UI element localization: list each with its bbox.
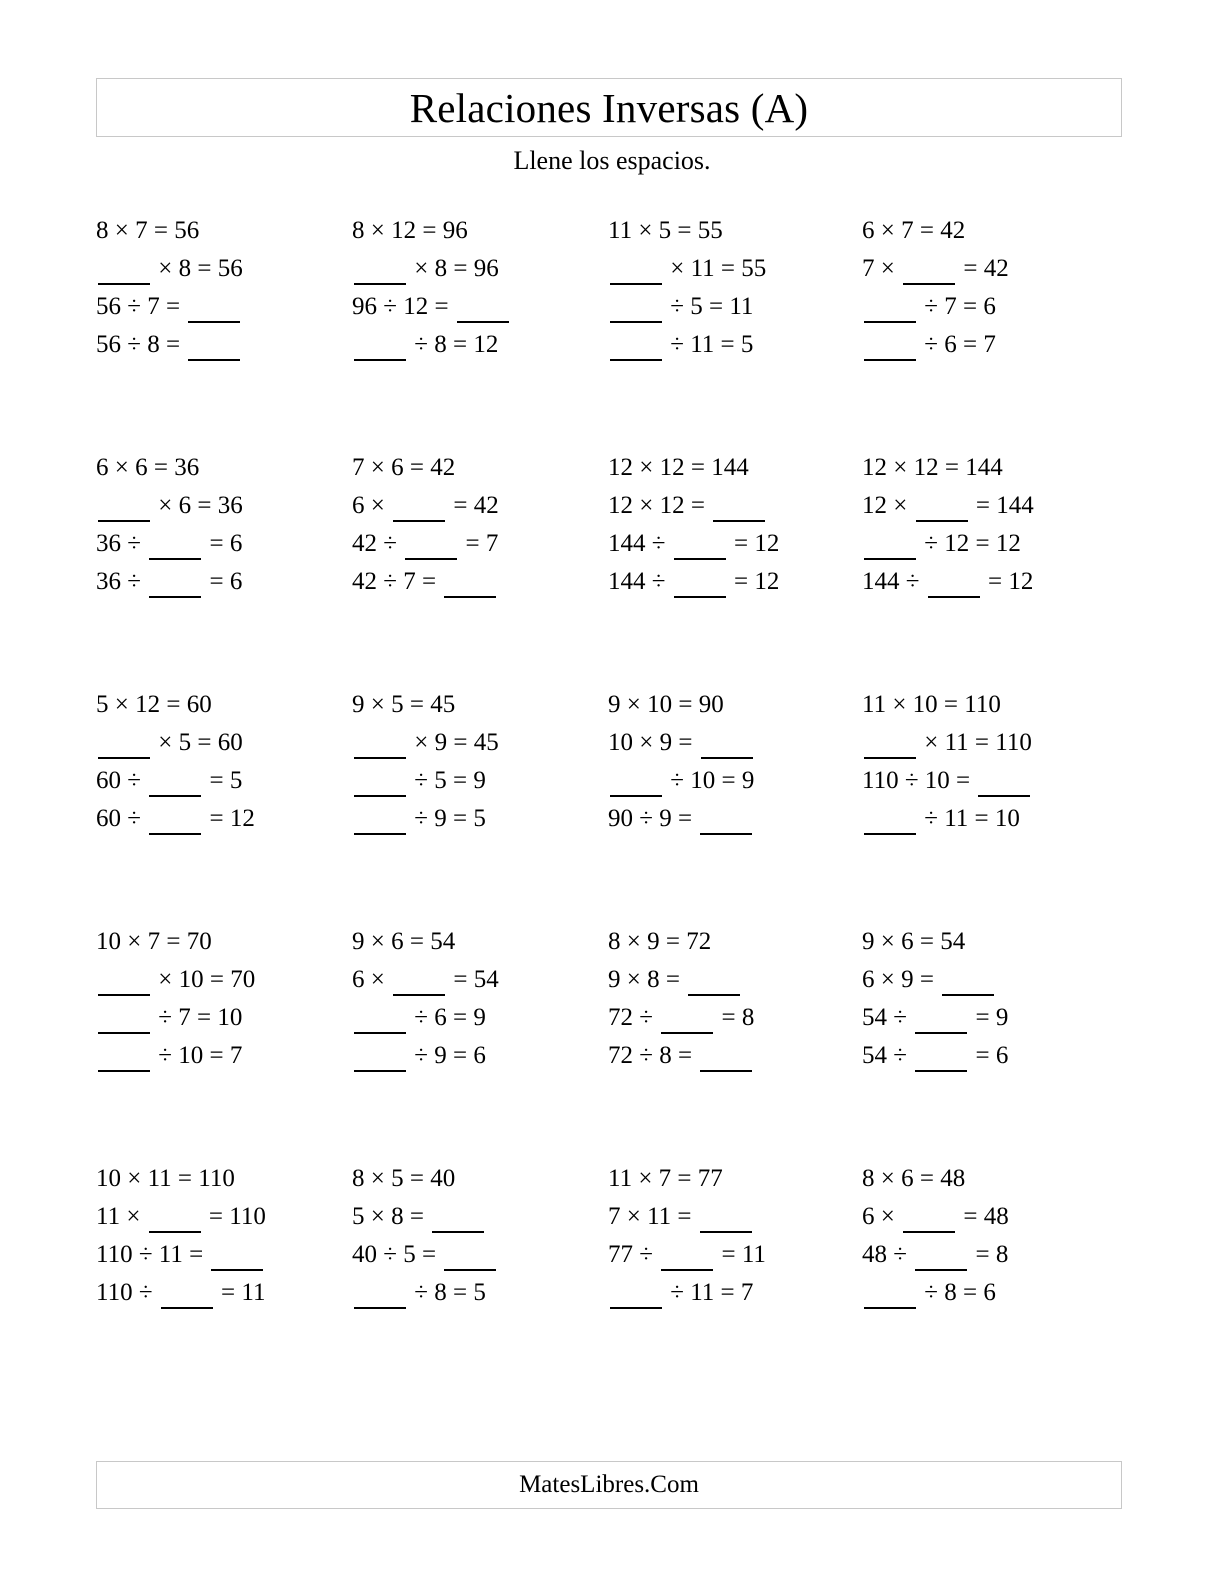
- problem-12: [862, 686, 1112, 838]
- equation-text: 72 ÷: [608, 1004, 660, 1031]
- equation-text: 9 × 8 =: [608, 966, 687, 993]
- problem-line: [96, 449, 346, 487]
- problem-row: [96, 1160, 1122, 1397]
- answer-blank[interactable]: [149, 557, 201, 560]
- equation-text: ÷ 9 = 6: [408, 1042, 486, 1069]
- equation-text: × 5 = 60: [152, 729, 243, 756]
- footer-attribution: MatesLibres.Com: [519, 1471, 699, 1498]
- problem-20: [862, 1160, 1112, 1312]
- answer-blank[interactable]: [149, 832, 201, 835]
- answer-blank[interactable]: [700, 832, 752, 835]
- equation-text: 10 × 7 = 70: [96, 928, 212, 955]
- answer-blank[interactable]: [354, 1031, 406, 1034]
- equation-text: = 9: [969, 1004, 1009, 1031]
- answer-blank[interactable]: [915, 1069, 967, 1072]
- problem-line: [608, 762, 858, 800]
- problem-grid: [96, 212, 1122, 1397]
- equation-text: ÷ 7 = 10: [152, 1004, 243, 1031]
- problem-15: [608, 923, 858, 1075]
- equation-text: 12 × 12 = 144: [608, 454, 749, 481]
- equation-text: ÷ 7 = 6: [918, 293, 996, 320]
- problem-line: [352, 525, 602, 563]
- equation-text: 7 ×: [862, 255, 902, 282]
- problem-6: [352, 449, 602, 601]
- problem-line: [96, 326, 346, 364]
- problem-line: [862, 762, 1112, 800]
- problem-line: [352, 326, 602, 364]
- problem-11: [608, 686, 858, 838]
- equation-text: 110 ÷: [96, 1279, 159, 1306]
- footer-box: [96, 1461, 1122, 1509]
- equation-text: = 12: [727, 568, 780, 595]
- answer-blank[interactable]: [674, 595, 726, 598]
- equation-text: 90 ÷ 9 =: [608, 805, 699, 832]
- equation-text: × 10 = 70: [152, 966, 256, 993]
- problem-line: [608, 326, 858, 364]
- answer-blank[interactable]: [457, 320, 509, 323]
- problem-line: [96, 961, 346, 999]
- problem-line: [96, 288, 346, 326]
- answer-blank[interactable]: [444, 1268, 496, 1271]
- equation-text: 54 ÷: [862, 1042, 914, 1069]
- problem-line: [862, 1160, 1112, 1198]
- answer-blank[interactable]: [149, 794, 201, 797]
- answer-blank[interactable]: [354, 756, 406, 759]
- problem-line: [862, 449, 1112, 487]
- equation-text: ÷ 11 = 5: [664, 331, 754, 358]
- problem-line: [96, 800, 346, 838]
- answer-blank[interactable]: [610, 794, 662, 797]
- answer-blank[interactable]: [354, 1306, 406, 1309]
- answer-blank[interactable]: [700, 1230, 752, 1233]
- problem-line: [96, 1236, 346, 1274]
- answer-blank[interactable]: [98, 1031, 150, 1034]
- equation-text: ÷ 8 = 5: [408, 1279, 486, 1306]
- problem-line: [608, 1160, 858, 1198]
- answer-blank[interactable]: [610, 320, 662, 323]
- equation-text: ÷ 10 = 9: [664, 767, 755, 794]
- problem-line: [608, 288, 858, 326]
- answer-blank[interactable]: [864, 358, 916, 361]
- problem-line: [608, 923, 858, 961]
- answer-blank[interactable]: [700, 1069, 752, 1072]
- equation-text: 11 × 5 = 55: [608, 217, 723, 244]
- problem-line: [608, 250, 858, 288]
- problem-line: [352, 686, 602, 724]
- problem-line: [608, 686, 858, 724]
- equation-text: 10 × 11 = 110: [96, 1165, 235, 1192]
- answer-blank[interactable]: [98, 282, 150, 285]
- problem-7: [608, 449, 858, 601]
- problem-line: [352, 1198, 602, 1236]
- equation-text: = 7: [459, 530, 499, 557]
- problem-line: [96, 487, 346, 525]
- answer-blank[interactable]: [942, 993, 994, 996]
- answer-blank[interactable]: [661, 1268, 713, 1271]
- problem-line: [96, 1198, 346, 1236]
- answer-blank[interactable]: [610, 1306, 662, 1309]
- problem-line: [96, 212, 346, 250]
- answer-blank[interactable]: [864, 756, 916, 759]
- problem-line: [862, 800, 1112, 838]
- answer-blank[interactable]: [393, 519, 445, 522]
- problem-row: [96, 212, 1122, 449]
- equation-text: 8 × 7 = 56: [96, 217, 200, 244]
- equation-text: 110 ÷ 11 =: [96, 1241, 210, 1268]
- equation-text: × 6 = 36: [152, 492, 243, 519]
- equation-text: × 9 = 45: [408, 729, 499, 756]
- equation-text: 9 × 6 = 54: [352, 928, 456, 955]
- equation-text: 9 × 5 = 45: [352, 691, 456, 718]
- equation-text: 6 × 6 = 36: [96, 454, 200, 481]
- equation-text: 7 × 6 = 42: [352, 454, 456, 481]
- problem-line: [862, 961, 1112, 999]
- answer-blank[interactable]: [432, 1230, 484, 1233]
- problem-line: [608, 449, 858, 487]
- equation-text: 9 × 6 = 54: [862, 928, 966, 955]
- equation-text: 8 × 9 = 72: [608, 928, 712, 955]
- answer-blank[interactable]: [864, 557, 916, 560]
- problem-line: [96, 1037, 346, 1075]
- equation-text: 5 × 12 = 60: [96, 691, 212, 718]
- answer-blank[interactable]: [354, 832, 406, 835]
- equation-text: ÷ 11 = 10: [918, 805, 1020, 832]
- answer-blank[interactable]: [354, 1069, 406, 1072]
- problem-line: [862, 1037, 1112, 1075]
- problem-line: [96, 1274, 346, 1312]
- problem-line: [96, 923, 346, 961]
- problem-line: [608, 212, 858, 250]
- problem-4: [862, 212, 1112, 364]
- problem-line: [352, 250, 602, 288]
- equation-text: 6 × 7 = 42: [862, 217, 966, 244]
- answer-blank[interactable]: [928, 595, 980, 598]
- problem-line: [862, 326, 1112, 364]
- equation-text: = 12: [981, 568, 1034, 595]
- problem-line: [352, 1037, 602, 1075]
- equation-text: 42 ÷ 7 =: [352, 568, 443, 595]
- problem-line: [608, 800, 858, 838]
- equation-text: 11 × 10 = 110: [862, 691, 1001, 718]
- equation-text: = 5: [203, 767, 243, 794]
- answer-blank[interactable]: [713, 519, 765, 522]
- equation-text: = 8: [715, 1004, 755, 1031]
- equation-text: × 8 = 96: [408, 255, 499, 282]
- equation-text: ÷ 10 = 7: [152, 1042, 243, 1069]
- problem-line: [352, 449, 602, 487]
- answer-blank[interactable]: [161, 1306, 213, 1309]
- equation-text: × 11 = 55: [664, 255, 767, 282]
- problem-1: [96, 212, 346, 364]
- answer-blank[interactable]: [864, 832, 916, 835]
- page-subtitle: Llene los espacios.: [513, 146, 711, 175]
- problem-10: [352, 686, 602, 838]
- answer-blank[interactable]: [211, 1268, 263, 1271]
- answer-blank[interactable]: [98, 1069, 150, 1072]
- problem-line: [862, 724, 1112, 762]
- problem-line: [96, 686, 346, 724]
- equation-text: 36 ÷: [96, 568, 148, 595]
- answer-blank[interactable]: [915, 1268, 967, 1271]
- equation-text: 42 ÷: [352, 530, 404, 557]
- answer-blank[interactable]: [354, 358, 406, 361]
- equation-text: 36 ÷: [96, 530, 148, 557]
- equation-text: 72 ÷ 8 =: [608, 1042, 699, 1069]
- problem-line: [352, 563, 602, 601]
- problem-14: [352, 923, 602, 1075]
- problem-line: [608, 487, 858, 525]
- answer-blank[interactable]: [864, 320, 916, 323]
- problem-line: [608, 563, 858, 601]
- equation-text: 12 × 12 =: [608, 492, 712, 519]
- equation-text: 144 ÷: [608, 530, 672, 557]
- equation-text: = 54: [447, 966, 499, 993]
- problem-line: [862, 1274, 1112, 1312]
- problem-line: [608, 999, 858, 1037]
- equation-text: 56 ÷ 8 =: [96, 331, 187, 358]
- answer-blank[interactable]: [916, 519, 968, 522]
- equation-text: = 144: [969, 492, 1034, 519]
- problem-line: [862, 212, 1112, 250]
- equation-text: = 8: [969, 1241, 1009, 1268]
- problem-line: [96, 999, 346, 1037]
- problem-line: [352, 999, 602, 1037]
- answer-blank[interactable]: [354, 794, 406, 797]
- problem-line: [862, 999, 1112, 1037]
- answer-blank[interactable]: [701, 756, 753, 759]
- equation-text: 40 ÷ 5 =: [352, 1241, 443, 1268]
- problem-line: [608, 1236, 858, 1274]
- equation-text: ÷ 11 = 7: [664, 1279, 754, 1306]
- answer-blank[interactable]: [688, 993, 740, 996]
- problem-line: [862, 1198, 1112, 1236]
- equation-text: 11 × 7 = 77: [608, 1165, 723, 1192]
- equation-text: ÷ 6 = 7: [918, 331, 996, 358]
- equation-text: ÷ 5 = 9: [408, 767, 486, 794]
- equation-text: 12 ×: [862, 492, 914, 519]
- equation-text: = 48: [957, 1203, 1009, 1230]
- equation-text: 9 × 10 = 90: [608, 691, 724, 718]
- problem-line: [352, 762, 602, 800]
- problem-line: [608, 724, 858, 762]
- equation-text: 144 ÷: [608, 568, 672, 595]
- problem-9: [96, 686, 346, 838]
- answer-blank[interactable]: [978, 794, 1030, 797]
- problem-line: [352, 961, 602, 999]
- equation-text: ÷ 8 = 12: [408, 331, 499, 358]
- equation-text: 8 × 6 = 48: [862, 1165, 966, 1192]
- answer-blank[interactable]: [610, 358, 662, 361]
- problem-2: [352, 212, 602, 364]
- equation-text: 96 ÷ 12 =: [352, 293, 455, 320]
- answer-blank[interactable]: [393, 993, 445, 996]
- problem-line: [96, 1160, 346, 1198]
- problem-line: [96, 250, 346, 288]
- problem-row: [96, 686, 1122, 923]
- equation-text: 6 ×: [862, 1203, 902, 1230]
- problem-line: [862, 1236, 1112, 1274]
- equation-text: 54 ÷: [862, 1004, 914, 1031]
- equation-text: 77 ÷: [608, 1241, 660, 1268]
- equation-text: = 42: [957, 255, 1009, 282]
- equation-text: 6 ×: [352, 492, 392, 519]
- problem-line: [862, 288, 1112, 326]
- equation-text: ÷ 5 = 11: [664, 293, 754, 320]
- title-box: [96, 78, 1122, 137]
- problem-line: [862, 250, 1112, 288]
- problem-3: [608, 212, 858, 364]
- problem-line: [862, 563, 1112, 601]
- problem-18: [352, 1160, 602, 1312]
- problem-line: [352, 800, 602, 838]
- answer-blank[interactable]: [98, 519, 150, 522]
- page-title: Relaciones Inversas (A): [409, 84, 809, 131]
- problem-13: [96, 923, 346, 1075]
- answer-blank[interactable]: [98, 993, 150, 996]
- equation-text: ÷ 9 = 5: [408, 805, 486, 832]
- problem-line: [608, 961, 858, 999]
- equation-text: 144 ÷: [862, 568, 926, 595]
- equation-text: = 12: [727, 530, 780, 557]
- problem-line: [352, 1160, 602, 1198]
- problem-line: [352, 724, 602, 762]
- problem-line: [352, 1274, 602, 1312]
- equation-text: = 11: [715, 1241, 766, 1268]
- answer-blank[interactable]: [98, 756, 150, 759]
- answer-blank[interactable]: [405, 557, 457, 560]
- answer-blank[interactable]: [149, 595, 201, 598]
- equation-text: ÷ 6 = 9: [408, 1004, 486, 1031]
- equation-text: = 6: [203, 530, 243, 557]
- equation-text: 110 ÷ 10 =: [862, 767, 977, 794]
- problem-row: [96, 449, 1122, 686]
- problem-line: [862, 487, 1112, 525]
- equation-text: 60 ÷: [96, 805, 148, 832]
- answer-blank[interactable]: [903, 1230, 955, 1233]
- problem-line: [352, 288, 602, 326]
- problem-line: [352, 212, 602, 250]
- problem-19: [608, 1160, 858, 1312]
- equation-text: ÷ 8 = 6: [918, 1279, 996, 1306]
- problem-line: [352, 1236, 602, 1274]
- problem-line: [96, 724, 346, 762]
- equation-text: 8 × 5 = 40: [352, 1165, 456, 1192]
- answer-blank[interactable]: [354, 282, 406, 285]
- answer-blank[interactable]: [864, 1306, 916, 1309]
- problem-line: [96, 525, 346, 563]
- answer-blank[interactable]: [915, 1031, 967, 1034]
- equation-text: = 110: [202, 1203, 266, 1230]
- equation-text: = 42: [447, 492, 499, 519]
- equation-text: = 6: [969, 1042, 1009, 1069]
- equation-text: ÷ 12 = 12: [918, 530, 1021, 557]
- answer-blank[interactable]: [149, 1230, 201, 1233]
- problem-line: [352, 923, 602, 961]
- answer-blank[interactable]: [610, 282, 662, 285]
- equation-text: 6 × 9 =: [862, 966, 941, 993]
- equation-text: × 8 = 56: [152, 255, 243, 282]
- equation-text: = 11: [214, 1279, 266, 1306]
- answer-blank[interactable]: [188, 320, 240, 323]
- equation-text: 5 × 8 =: [352, 1203, 431, 1230]
- equation-text: 12 × 12 = 144: [862, 454, 1003, 481]
- problem-line: [96, 762, 346, 800]
- problem-line: [608, 525, 858, 563]
- problem-8: [862, 449, 1112, 601]
- equation-text: × 11 = 110: [918, 729, 1032, 756]
- answer-blank[interactable]: [444, 595, 496, 598]
- equation-text: 56 ÷ 7 =: [96, 293, 187, 320]
- problem-line: [352, 487, 602, 525]
- equation-text: 6 ×: [352, 966, 392, 993]
- answer-blank[interactable]: [674, 557, 726, 560]
- problem-line: [96, 563, 346, 601]
- equation-text: = 12: [203, 805, 255, 832]
- problem-line: [862, 686, 1112, 724]
- problem-line: [862, 923, 1112, 961]
- equation-text: 11 ×: [96, 1203, 147, 1230]
- equation-text: 7 × 11 =: [608, 1203, 698, 1230]
- answer-blank[interactable]: [188, 358, 240, 361]
- problem-row: [96, 923, 1122, 1160]
- problem-5: [96, 449, 346, 601]
- problem-17: [96, 1160, 346, 1312]
- problem-line: [862, 525, 1112, 563]
- equation-text: 48 ÷: [862, 1241, 914, 1268]
- answer-blank[interactable]: [903, 282, 955, 285]
- answer-blank[interactable]: [661, 1031, 713, 1034]
- equation-text: 60 ÷: [96, 767, 148, 794]
- problem-line: [608, 1198, 858, 1236]
- problem-16: [862, 923, 1112, 1075]
- problem-line: [608, 1274, 858, 1312]
- equation-text: 8 × 12 = 96: [352, 217, 468, 244]
- equation-text: 10 × 9 =: [608, 729, 699, 756]
- equation-text: = 6: [203, 568, 243, 595]
- problem-line: [608, 1037, 858, 1075]
